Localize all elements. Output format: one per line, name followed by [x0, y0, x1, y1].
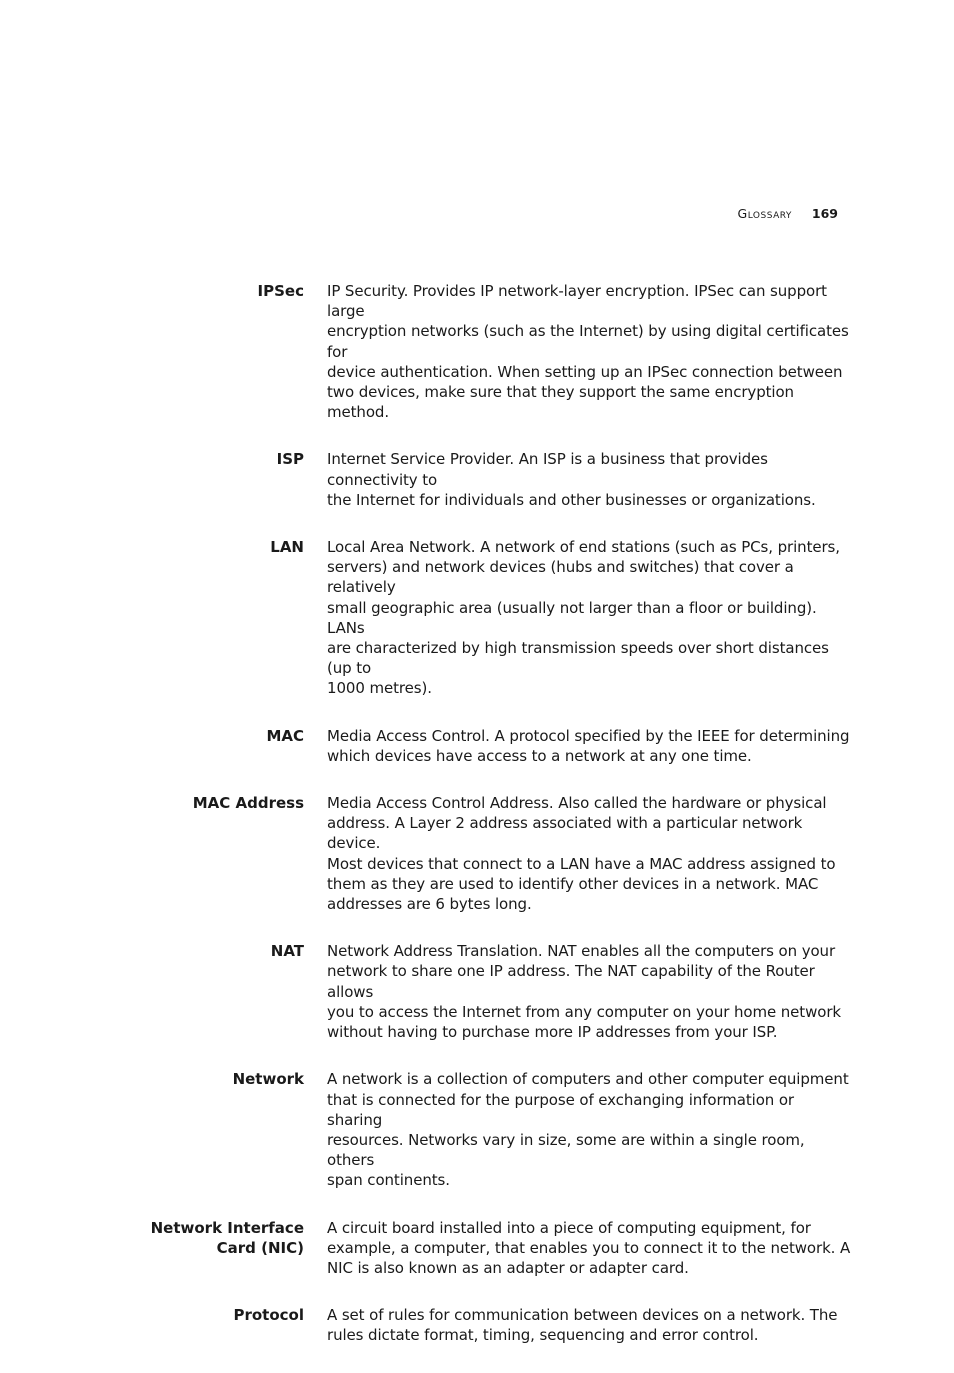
glossary-entry-ipsec	[0, 281, 954, 422]
glossary-entry-nat	[0, 941, 954, 1042]
glossary-definition: A network is a collection of computers and other computer equipment that is connected for the purpose of exchanging information or sharing resources. Networks vary in size, some are within a single room, others span continents.	[327, 1070, 849, 1190]
glossary-definition: A set of rules for communication between devices on a network. The rules dictate format, timing, sequencing and error control.	[327, 1306, 838, 1345]
glossary-term: LAN	[270, 538, 304, 557]
glossary-definition: Internet Service Provider. An ISP is a business that provides connectivity to the Internet for individuals and other businesses or organizations.	[327, 450, 816, 509]
glossary-definition: A circuit board installed into a piece of computing equipment, for example, a computer, that enables you to connect it to the network. A NIC is also known as an adapter or adapter card.	[327, 1218, 851, 1277]
glossary-term: Network	[232, 1070, 304, 1089]
glossary-term: Protocol	[233, 1306, 304, 1325]
glossary-entry-nic	[0, 1218, 954, 1279]
glossary-term: MAC	[266, 726, 304, 745]
glossary-definition: Media Access Control. A protocol specified by the IEEE for determining which devices have access to a network at any one time.	[327, 726, 850, 765]
glossary-entry-mac	[0, 726, 954, 766]
glossary-definition: Network Address Translation. NAT enables all the computers on your network to share one IP address. The NAT capability of the Router allows you to access the Internet from any computer on your home network without having to purchase more IP addresses from your ISP.	[327, 942, 841, 1042]
page-number: 169	[811, 206, 838, 221]
glossary-term: MAC Address	[192, 794, 304, 813]
section-name: Glossary	[737, 206, 792, 221]
glossary-entry-mac-address	[0, 793, 954, 914]
glossary-list	[0, 281, 954, 1373]
glossary-entry-lan	[0, 537, 954, 699]
glossary-definition: Media Access Control Address. Also called the hardware or physical address. A Layer 2 address associated with a particular network device. Most devices that connect to a LAN have a MAC address assigned to them as they are used to identify other devices in a network. MAC addresses are 6 bytes long.	[327, 794, 836, 914]
glossary-term: Network Interface Card (NIC)	[150, 1218, 304, 1257]
glossary-term: NAT	[270, 942, 304, 961]
glossary-entry-isp	[0, 449, 954, 510]
glossary-definition: Local Area Network. A network of end stations (such as PCs, printers, servers) and network devices (hubs and switches) that cover a relatively small geographic area (usually not larger than a floor or building). LANs are characterized by high transmission speeds over short distances (up to 1000 metres).	[327, 538, 840, 698]
glossary-definition: IP Security. Provides IP network-layer encryption. IPSec can support large encryption networks (such as the Internet) by using digital certificates for device authentication. When setting up an IPSec connection between two devices, make sure that they support the same encryption method.	[327, 282, 849, 422]
glossary-entry-protocol	[0, 1305, 954, 1345]
glossary-term: ISP	[276, 450, 304, 469]
glossary-entry-network	[0, 1069, 954, 1190]
glossary-term: IPSec	[257, 282, 304, 300]
running-header	[738, 205, 838, 223]
